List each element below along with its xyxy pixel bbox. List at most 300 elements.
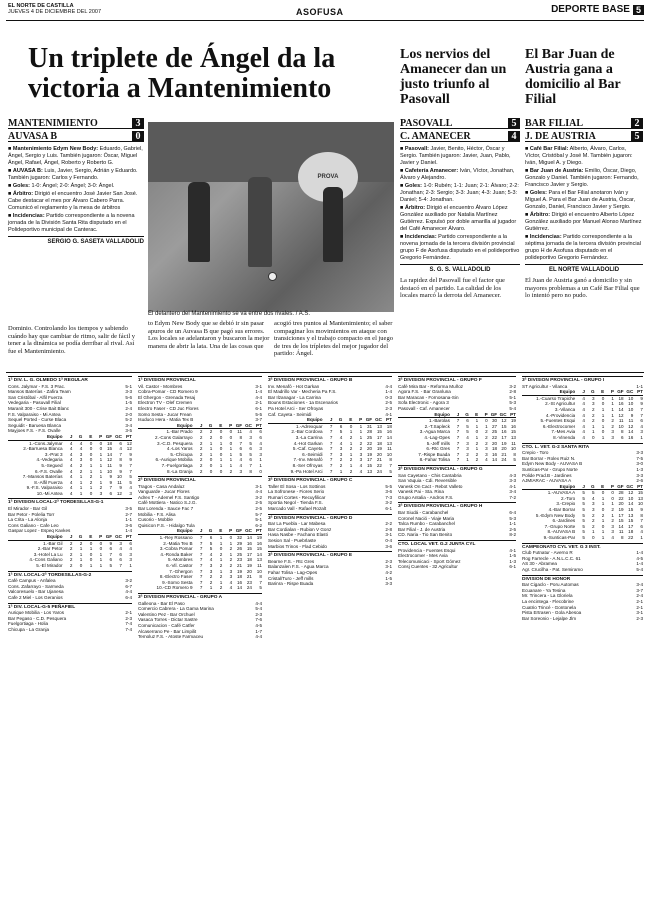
result-teams: La encintega - Flecobrine: [522, 598, 574, 604]
results-section-title: 3ª DIVISION PROVINCIAL - GRUPO A: [138, 593, 262, 601]
standings-cell: 16: [256, 540, 262, 546]
detail-label: Árbitro:: [404, 205, 426, 211]
standings-cell: 2: [199, 457, 203, 463]
detail-item: [8, 168, 144, 182]
standings-cell: 1: [89, 546, 93, 552]
standings-header-cell: Equipo: [176, 422, 193, 428]
standings-cell: 6: [109, 490, 113, 496]
standings-cell: 0: [99, 546, 103, 552]
side1-score-home: [400, 118, 520, 129]
standings-cell: 1: [99, 479, 103, 485]
standings-cell: 13: [256, 557, 262, 563]
standings-cell: 6: [640, 418, 643, 424]
result-teams: Pa Hotel Arci - Ser Ofroyas: [268, 405, 324, 411]
standings-cell: 5.-Fuentes Esqui: [540, 418, 576, 424]
standings-cell: 7: [119, 451, 122, 457]
detail-item: [525, 234, 643, 262]
result-teams: Pista Ertrasen - Gola Abesoa: [522, 610, 582, 616]
side1-box: [400, 118, 520, 300]
standings-cell: 4: [582, 401, 585, 407]
standings-cell: 5.-Jeff mills: [426, 440, 450, 446]
detail-item: [400, 168, 520, 182]
standings-cell: 11: [387, 446, 392, 452]
result-score: 2-6: [636, 478, 643, 484]
standings-cell: 2: [209, 434, 213, 440]
standings-cell: 1: [601, 423, 605, 429]
standings-cell: 2.-Matia Tex B: [163, 540, 193, 546]
standings-cell: 2.-St Agricultur: [545, 401, 576, 407]
standings-cell: 1: [229, 451, 233, 457]
standings-cell: 6: [466, 418, 469, 424]
result-teams: Electron TV - Olef Cremen: [138, 400, 193, 406]
result-teams: Café Mottiera - Natico S.J.G.: [138, 500, 197, 506]
standings-cell: 20: [376, 451, 382, 457]
result-teams: Agr. Crucilha - Pat. Semiramo: [522, 567, 583, 572]
standings-cell: 0: [89, 457, 93, 463]
standings-cell: 5.-El Mirador: [36, 563, 63, 568]
result-teams: El Mirador - Bar Gil: [8, 506, 48, 512]
result-score: 5-5: [385, 483, 392, 489]
standings-cell: 31: [366, 423, 373, 429]
standings-cell: 1: [219, 568, 223, 574]
standings-cell: 6: [129, 540, 132, 546]
standings-cell: 7: [640, 406, 643, 412]
standings-cell: 18: [246, 557, 252, 563]
standings-cell: 2: [199, 451, 203, 457]
result-teams: Caf. Cayeta - Seimidi: [268, 411, 312, 417]
standings-cell: 1: [229, 551, 233, 557]
standings-cell: 2.-Barruesa Blanca: [23, 446, 63, 452]
standings-cell: 0: [592, 535, 595, 541]
standings-cell: 1: [359, 429, 363, 435]
standings-cell: 12: [628, 423, 634, 429]
standings-header-cell: Equipo: [46, 534, 63, 540]
standings-cell: 16: [618, 401, 624, 407]
standings-cell: 6: [259, 429, 262, 435]
standings-cell: 2.-Toro: [560, 495, 576, 501]
detail-item: [525, 212, 643, 233]
standings-header-cell: E: [601, 483, 605, 489]
standings-cell: 8: [640, 512, 643, 518]
detail-text: Dirigió el encuentro Álvaro López González auxiliado por Natalia Martínez Gutiérrez. Expulsó por doble amarilla al jugador del Café Amanecer Álvaro.: [400, 205, 517, 232]
standings-cell: 5: [339, 429, 343, 435]
side2-box: [525, 118, 643, 300]
standings-header: [522, 484, 643, 491]
standings-cell: 16: [501, 429, 507, 435]
bullet-icon: ■: [8, 213, 13, 219]
standings-row: [138, 469, 262, 475]
standings-cell: 8.-Ser Ofroyas: [292, 462, 323, 468]
side1-team-away: C. AMANECER: [400, 130, 471, 142]
standings-cell: 5: [582, 501, 585, 507]
side1-score-away: [400, 131, 520, 142]
standings-cell: 24: [501, 457, 507, 463]
standings-cell: 4: [239, 462, 243, 468]
result-score: 5-4: [509, 405, 516, 411]
standings-cell: 3: [485, 451, 488, 457]
standings-cell: 5: [109, 563, 113, 568]
standings-cell: 18: [628, 529, 634, 535]
standings-cell: 21: [501, 451, 507, 457]
standings-cell: 10: [116, 474, 122, 480]
standings-cell: 1: [349, 440, 353, 446]
detail-text: 1-0: Rubén; 1-1: Juan; 2-1: Álvaro; 2-2: Jonathan; 2-3: Sergio; 3-3: Juan; 4-3: Juan; 5-3: Daniel; 5-4: Jonathan.: [400, 183, 519, 203]
result-teams: Cons Galiano - Cafe Leo: [8, 522, 59, 528]
standings-cell: 4: [119, 546, 122, 552]
standings-cell: 4: [611, 535, 614, 541]
standings-header-cell: J: [582, 483, 585, 489]
standings-header-cell: PT: [256, 528, 262, 534]
standings-cell: 4: [79, 440, 83, 446]
standings-cell: 4: [640, 529, 643, 535]
main-headline: Un triplete de Ángel da la victoria a Mantenimiento: [28, 43, 336, 104]
standings-cell: 3: [209, 568, 213, 574]
standings-cell: 2: [69, 546, 73, 552]
standings-cell: 21: [246, 574, 252, 580]
standings-cell: 2: [69, 557, 73, 563]
standings-cell: 6: [249, 457, 252, 463]
result-score: 2-3: [636, 615, 643, 621]
standings-cell: 0: [229, 440, 233, 446]
side2-details: [525, 146, 643, 262]
result-teams: Taller El Sosa - Los Sottinos: [268, 483, 326, 489]
results-section-title: 1ª DIV. LOCAL-G-5 PEÑAFIEL: [8, 603, 132, 611]
standings-cell: 1: [611, 412, 614, 418]
result-teams: Consj Cuentes - 32 Agricultur: [398, 564, 458, 570]
standings-cell: 1: [592, 429, 595, 435]
bullet-icon: ■: [8, 191, 13, 197]
result-score: 8-2: [509, 532, 516, 538]
result-teams: Bar Borrar - Rolex Ruiz N.: [522, 455, 576, 461]
standings-cell: 15: [376, 429, 382, 435]
result-score: 2-3: [385, 558, 392, 564]
standings-cell: 4: [229, 585, 233, 591]
standings-header-cell: P: [99, 534, 103, 540]
detail-text: Emilio, Óscar, Diego, Gonzalo y Daniel. También jugaron: Fernando, Francisco Javier y Sergio.: [525, 168, 639, 188]
standings-cell: 0: [99, 540, 103, 546]
standings-cell: 5.-Caf. Cayeta: [292, 446, 323, 452]
standings-cell: 1: [209, 446, 213, 452]
result-score: 2-1: [636, 598, 643, 604]
standings-header-cell: GC: [245, 422, 252, 428]
standings-cell: 3: [611, 429, 614, 435]
standings-cell: 1: [601, 518, 605, 524]
standings-cell: 0: [89, 540, 93, 546]
standings-header-cell: PT: [637, 389, 643, 395]
player-figure: [188, 182, 210, 262]
result-score: 5-6: [125, 394, 132, 400]
result-teams: Valentino Pez - Bar Orchuel: [138, 611, 195, 617]
result-score: 4-1: [509, 547, 516, 553]
standings-cell: 4: [249, 429, 252, 435]
standings-cell: 15: [501, 423, 507, 429]
result-teams: Cons. Zafarrayo - Sarmeda: [8, 583, 64, 589]
result-score: 2-4: [636, 593, 643, 599]
result-score: 2-8: [509, 389, 516, 395]
standings-cell: 2: [229, 563, 233, 568]
result-score: 3-1: [255, 483, 262, 489]
standings-cell: 10.-CD Romero 9: [156, 585, 193, 591]
standings-cell: 5.-Segued: [41, 462, 63, 468]
result-score: 3-2: [255, 494, 262, 500]
standings-cell: 1.-AUVASA A: [547, 490, 576, 496]
result-teams: Adrex T - Ademel F.S. Santigo: [138, 494, 200, 500]
standings-cell: 7: [249, 462, 252, 468]
results-section-title: 3ª DIVISION PROVINCIAL - GRUPO G: [398, 465, 516, 473]
standings-cell: 4: [485, 457, 488, 463]
results-section-title: 1ª DIV. LOCAL-2ª TORDESILLAS-G-2: [8, 571, 132, 579]
detail-label: Bar Juan de Austria:: [529, 168, 584, 174]
standings-cell: 0: [601, 523, 605, 529]
standings-cell: 1: [79, 474, 83, 480]
standings-header-cell: GF: [235, 422, 243, 428]
standings-cell: 14: [236, 585, 243, 591]
result-score: 3-3: [385, 581, 392, 587]
standings-cell: 10: [628, 395, 634, 401]
result-teams: Club Futnatur - Averno R: [522, 550, 573, 556]
standings-cell: 3.-Crepio: [556, 501, 576, 507]
standings-cell: 3: [209, 563, 213, 568]
result-teams: Aurique Mobilia - Los Yaros: [8, 610, 65, 616]
standings-cell: 0: [209, 457, 213, 463]
standings-header-cell: J: [199, 422, 203, 428]
detail-text: Para el Bar Filial anotaron Iván y Miguel A. Para el Bar Juan de Austria, Óscar, Gonzalo, Daniel, Francisco Javier y Sergio.: [525, 190, 636, 210]
result-teams: San Cristóbal - Alfil Fuerza: [8, 394, 63, 400]
result-score: 7-2: [509, 494, 516, 500]
standings-cell: 6: [119, 440, 122, 446]
detail-text: Alberto, Álvaro, Carlos, Víctor, Cristóbal y José M. También jugaron: Iván, Miguel A. y Diego.: [525, 146, 633, 166]
standings-cell: 2: [475, 440, 479, 446]
standings-cell: 1: [601, 434, 605, 440]
standings-header: [8, 534, 132, 541]
standings-cell: 4: [359, 468, 363, 474]
result-score: 1-4: [255, 389, 262, 395]
standings-cell: 5: [592, 490, 595, 496]
standings-cell: 10: [386, 451, 392, 457]
result-score: 6-1: [509, 564, 516, 570]
standings-cell: 18: [376, 440, 382, 446]
photo-banner: PROVA: [298, 152, 358, 202]
standings-cell: 7.-Mansos Baterías: [22, 474, 63, 480]
standings-cell: 2: [359, 446, 363, 452]
score-row-away: [8, 131, 144, 142]
standings-header-cell: GC: [499, 411, 507, 417]
detail-label: Incidencias:: [529, 234, 562, 240]
standings-header-cell: E: [219, 528, 223, 534]
result-teams: Marcado Vall - Rafael Rozalt: [268, 506, 327, 512]
standings-cell: 7: [119, 563, 122, 568]
results-column-d: [398, 374, 516, 898]
standings-cell: 2: [199, 446, 203, 452]
standings-cell: 20: [366, 446, 373, 452]
standings-cell: 1: [219, 535, 223, 541]
detail-item: [400, 146, 520, 167]
team-away: AUVASA B: [8, 130, 57, 142]
result-teams: Alcaserrano Pe - Bar Limpilit: [138, 628, 197, 634]
result-teams: Tragos - Casa Andaluz: [138, 483, 185, 489]
detail-item: [400, 183, 520, 204]
standings-cell: 4: [209, 557, 213, 563]
standings-cell: 3: [466, 440, 469, 446]
standings-cell: 1.-Barolas: [428, 418, 450, 424]
standings-cell: 4: [582, 418, 585, 424]
result-score: 3-6: [385, 489, 392, 495]
standings-cell: 4: [129, 485, 132, 491]
standings-cell: 8: [621, 429, 624, 435]
standings-cell: 1: [611, 395, 614, 401]
standings-cell: 0: [601, 490, 605, 496]
standings-cell: 19: [510, 418, 516, 424]
result-score: 0-3: [385, 394, 392, 400]
result-teams: Mr. Trincera - La Gloriela: [522, 593, 573, 599]
standings-header-cell: J: [69, 534, 73, 540]
standings-cell: 3: [79, 451, 83, 457]
standings-cell: 1: [79, 490, 83, 496]
standings-cell: 15: [628, 518, 634, 524]
standings-cell: 2: [69, 563, 73, 568]
result-score: 3-5: [125, 428, 132, 434]
results-section-title: CTO. LOCAL VET. G.2 JUNTA CYL: [398, 540, 516, 548]
standings-cell: 2: [89, 474, 93, 480]
standings-cell: 5: [466, 423, 469, 429]
standings-header-cell: P: [484, 411, 488, 417]
detail-label: Café Bar Filial:: [529, 146, 569, 152]
detail-label: Árbitro:: [12, 191, 34, 197]
standings-header-cell: PT: [126, 534, 132, 540]
standings-cell: 1: [89, 485, 93, 491]
standings-cell: 7: [329, 468, 333, 474]
standings-cell: 0: [89, 490, 93, 496]
standings-cell: 12: [126, 440, 132, 446]
standings-cell: 1: [89, 462, 93, 468]
standings-cell: 5: [582, 535, 585, 541]
result-teams: Mobilia - F.S. Alisa: [138, 511, 176, 517]
standings-cell: 3.-Agua Marca: [419, 429, 450, 435]
results-section-title: 2ª DIVISION PROVINCIAL: [138, 476, 262, 484]
standings-cell: 7: [259, 579, 262, 585]
detail-text: Dirigió el encuentro Alberto López González auxiliado por Manuel Alonso Martínez Gutiérrez.: [525, 212, 642, 232]
result-score: 1-4: [636, 550, 643, 556]
standings-cell: 1: [611, 501, 614, 507]
match-photo: [148, 122, 394, 312]
standings-header-cell: J: [582, 389, 585, 395]
standings-cell: 15: [637, 490, 643, 496]
result-teams: Balanzalen F.S. - Agua Marca: [268, 564, 329, 570]
standings-cell: 15: [246, 546, 252, 552]
result-teams: Hasa Nasbe - Fachano Elasti: [268, 532, 328, 538]
result-score: 2-2: [385, 521, 392, 527]
standings-header: [268, 417, 392, 424]
standings-cell: 15: [106, 446, 113, 452]
standings-cell: 4: [229, 579, 233, 585]
score-row-home: [8, 118, 144, 129]
standings-cell: 3.-La Carrina: [295, 434, 323, 440]
standings-cell: 0: [99, 440, 103, 446]
results-section-title: 3ª DIVISION PROVINCIAL - GRUPO D: [268, 514, 392, 522]
standings-cell: 1.-Cuarso Trapiche: [536, 395, 576, 401]
detail-label: Árbitro:: [529, 212, 551, 218]
standings-cell: 12: [106, 457, 113, 463]
result-teams: AS 30 - Abramea: [522, 561, 557, 567]
standings-cell: 5: [582, 512, 585, 518]
standings-cell: 2: [229, 557, 233, 563]
result-teams: Marbios Trinos - Flad Cebido: [268, 543, 327, 549]
result-score: 5-1: [125, 383, 132, 389]
standings-cell: 4: [69, 440, 73, 446]
result-score: 1-5: [125, 400, 132, 406]
standings-cell: 4: [466, 434, 469, 440]
result-teams: Crepio - Toro: [522, 450, 549, 456]
result-row: [138, 634, 262, 640]
result-row: [8, 595, 132, 601]
standings-cell: 5: [582, 507, 585, 513]
standings-cell: 7: [329, 423, 333, 429]
result-row: [398, 495, 516, 501]
standings-header-cell: J: [69, 433, 73, 439]
standings-cell: 2: [79, 468, 83, 474]
standings-cell: 28: [618, 490, 624, 496]
detail-text: Luis, Javier, Sergio, Adrián y Eduardo. También jugaron: Carlos y Fernando.: [8, 168, 138, 181]
standings-cell: 5: [239, 451, 243, 457]
result-score: 5-7: [255, 511, 262, 517]
standings-cell: 3: [119, 540, 122, 546]
standings-cell: 10: [618, 423, 624, 429]
result-teams: AJMIARAC - AUVASA A: [522, 478, 572, 484]
detail-text: Partido correspondiente a la séptima jornada de la tercera división provincial grupo H de Asofusa disputado en el polideportivo Gregorio Fernández.: [525, 234, 641, 261]
bullet-icon: ■: [525, 190, 530, 196]
side-headline-1: Los nervios del Amanecer dan un justo triunfo al Pasovall: [400, 47, 507, 107]
standings-cell: 0: [89, 440, 93, 446]
standings-cell: 4: [69, 446, 73, 452]
standings-cell: 0: [209, 468, 213, 474]
standings-header-cell: P: [610, 483, 614, 489]
results-section-title: 3ª DIVISION PROVINCIAL - GRUPO E: [268, 551, 392, 559]
standings-cell: 6: [119, 557, 122, 563]
standings-cell: 12: [126, 446, 132, 452]
result-teams: Chicupa - La Granja: [8, 626, 50, 632]
result-teams: Talca Rumbo - Carabanchel: [398, 521, 455, 527]
standings-cell: 9.-Sunticas-Par: [543, 535, 576, 541]
standings-cell: 3.-C.D. Pesquera: [157, 440, 193, 446]
standings-cell: 2: [592, 418, 595, 424]
standings-cell: 1: [99, 563, 103, 568]
standings-cell: 19: [618, 507, 624, 513]
result-teams: Ecuanare - Ya Tesina: [522, 587, 566, 593]
standings-row: [522, 435, 643, 441]
standings-cell: 1: [349, 451, 353, 457]
standings-cell: 16: [510, 423, 516, 429]
results-section-title: 3ª DIVISION PROVINCIAL - GRUPO B: [268, 376, 392, 384]
result-teams: Sunticas-Par - Grupo Norte: [522, 466, 578, 472]
standings-cell: 0: [219, 546, 223, 552]
results-section-title: CTO. L. VET. G-2 SANTA RITA: [522, 443, 643, 451]
standings-cell: 13: [637, 495, 643, 501]
standings-cell: 8: [513, 451, 516, 457]
result-score: 7-6: [255, 617, 262, 623]
standings-cell: 0: [89, 451, 93, 457]
standings-cell: 5.-Edym New Body: [535, 512, 576, 518]
result-teams: Cafe 2 Miel - Los Geranios: [8, 594, 63, 600]
standings-cell: 11: [628, 418, 634, 424]
result-score: 5-4: [636, 567, 643, 572]
side-headline-2: El Bar Juan de Austria gana a domicilio al Bar Filial: [525, 47, 621, 107]
standings-cell: 14: [106, 451, 113, 457]
standings-cell: 3.-Prat 3: [44, 451, 63, 457]
standings-header-cell: E: [601, 389, 605, 395]
standings-cell: 3.-Hotel La Lu: [33, 551, 63, 557]
standings-cell: 1: [79, 546, 83, 552]
results-column-a: [8, 374, 132, 898]
